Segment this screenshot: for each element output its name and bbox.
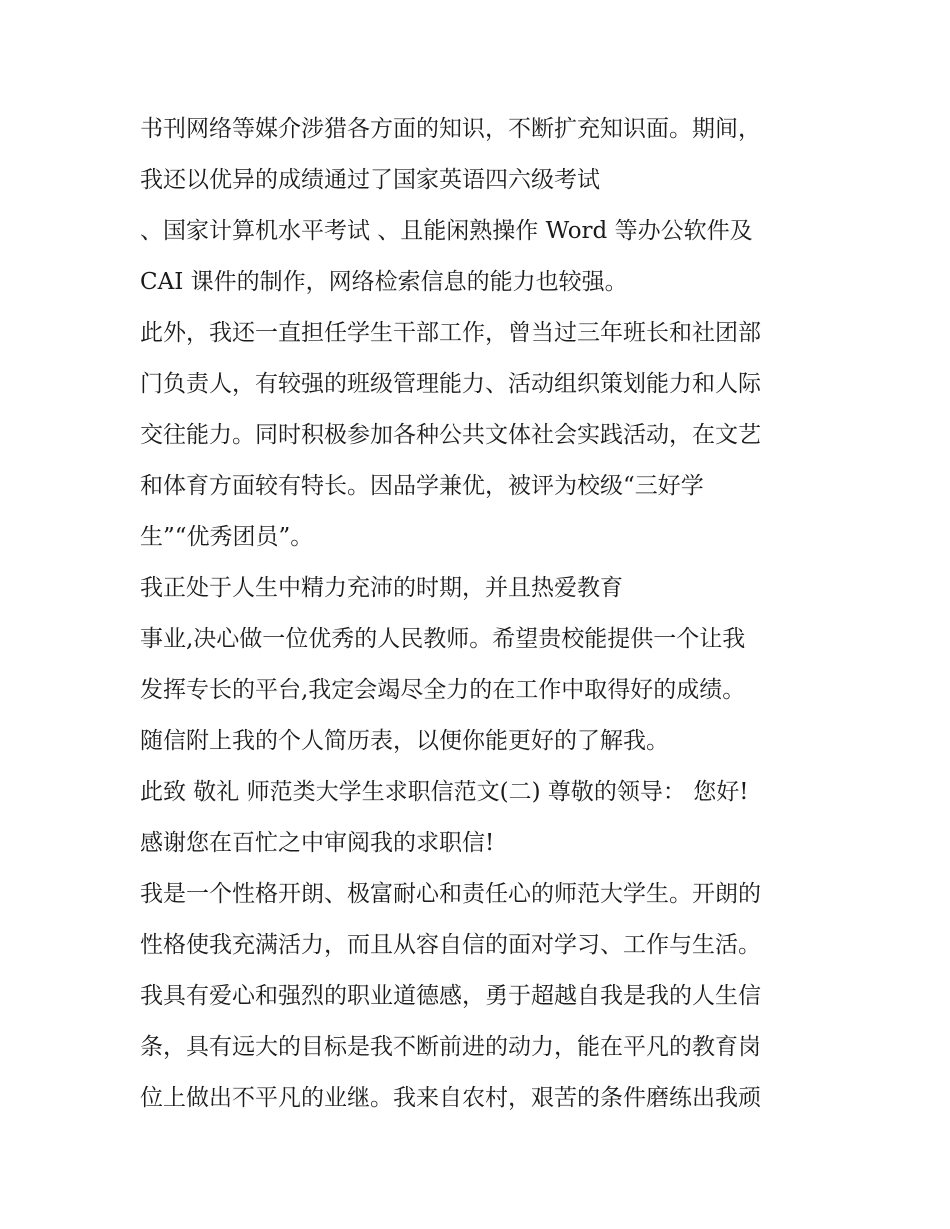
text-line-15: 感谢您在百忙之中审阅我的求职信! — [140, 830, 495, 856]
text-line-5: 此外，我还一直担任学生干部工作，曾当过三年班长和社团部 — [140, 320, 761, 346]
text-line-8: 和体育方面较有特长。因品学兼优，被评为校级“三好学 — [140, 473, 704, 499]
text-line-6: 门负责人，有较强的班级管理能力、活动组织策划能力和人际 — [140, 371, 761, 397]
text-line-1: 书刊网络等媒介涉猎各方面的知识，不断扩充知识面。期间， — [140, 116, 761, 142]
text-line-4: CAI 课件的制作，网络检索信息的能力也较强。 — [140, 269, 628, 295]
text-line-17: 性格使我充满活力，而且从容自信的面对学习、工作与生活。 — [140, 932, 761, 958]
letter-body — [140, 104, 830, 1124]
text-line-20: 位上做出不平凡的业继。我来自农村，艰苦的条件磨练出我顽 — [140, 1085, 761, 1111]
text-line-7: 交往能力。同时积极参加各种公共文体社会实践活动，在文艺 — [140, 422, 761, 448]
text-line-19: 条，具有远大的目标是我不断前进的动力，能在平凡的教育岗 — [140, 1034, 761, 1060]
text-line-13: 随信附上我的个人简历表，以便你能更好的了解我。 — [140, 728, 669, 754]
text-line-14: 此致 敬礼 师范类大学生求职信范文(二) 尊敬的领导： 您好! — [140, 779, 749, 805]
text-line-11: 事业,决心做一位优秀的人民教师。希望贵校能提供一个让我 — [140, 626, 746, 652]
text-line-2: 我还以优异的成绩通过了国家英语四六级考试 — [140, 167, 600, 193]
text-line-10: 我正处于人生中精力充沛的时期，并且热爱教育 — [140, 575, 623, 601]
text-line-3: 、国家计算机水平考试 、且能闲熟操作 Word 等办公软件及 — [140, 218, 753, 244]
text-line-18: 我具有爱心和强烈的职业道德感，勇于超越自我是我的人生信 — [140, 983, 761, 1009]
text-line-12: 发挥专长的平台,我定会竭尽全力的在工作中取得好的成绩。 — [140, 677, 746, 703]
text-line-9: 生”“优秀团员”。 — [140, 524, 314, 550]
text-line-16: 我是一个性格开朗、极富耐心和责任心的师范大学生。开朗的 — [140, 881, 761, 907]
